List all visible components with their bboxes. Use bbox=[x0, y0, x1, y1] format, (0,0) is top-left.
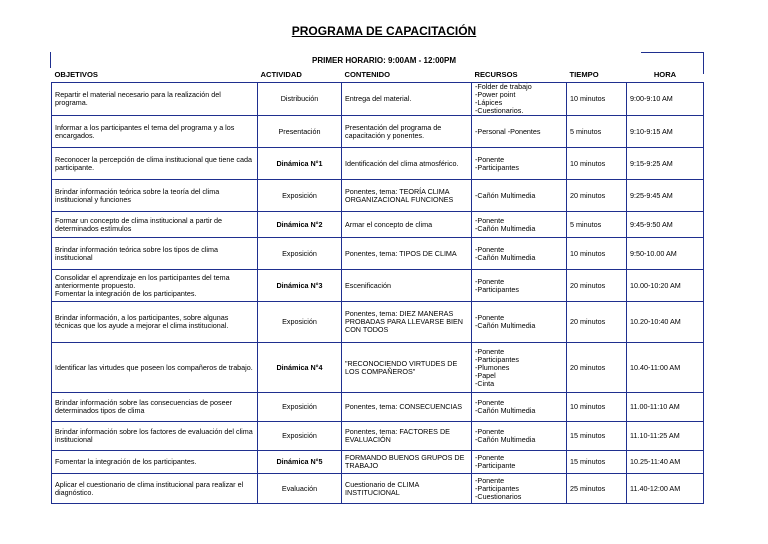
cell-recursos: -Ponente -Participantes -Cuestionarios bbox=[472, 474, 567, 504]
cell-tiempo: 10 minutos bbox=[567, 393, 627, 422]
cell-objetivo: Brindar información teórica sobre la teoría del clima institucional y funciones bbox=[52, 180, 258, 212]
table-row bbox=[52, 83, 704, 116]
cell-recursos: -Ponente -Participantes -Plumones -Papel -Cinta bbox=[472, 343, 567, 393]
cell-recursos: -Ponente -Participantes bbox=[472, 270, 567, 302]
table-header-row bbox=[52, 68, 704, 83]
table-row bbox=[52, 343, 704, 393]
cell-contenido: Entrega del material. bbox=[342, 83, 472, 116]
document-title: PROGRAMA DE CAPACITACIÓN bbox=[291, 24, 477, 38]
cell-tiempo: 20 minutos bbox=[567, 180, 627, 212]
table-row bbox=[52, 116, 704, 148]
cell-actividad: Dinámica N°1 bbox=[258, 148, 342, 180]
cell-tiempo: 20 minutos bbox=[567, 270, 627, 302]
cell-tiempo: 20 minutos bbox=[567, 343, 627, 393]
cell-hora: 9:25-9:45 AM bbox=[627, 180, 704, 212]
cell-actividad: Dinámica N°3 bbox=[258, 270, 342, 302]
cell-objetivo: Brindar información sobre los factores de evaluación del clima institucional bbox=[52, 422, 258, 451]
cell-actividad: Dinámica N°2 bbox=[258, 212, 342, 238]
cell-objetivo: Fomentar la integración de los participantes. bbox=[52, 451, 258, 474]
table-row bbox=[52, 422, 704, 451]
cell-tiempo: 5 minutos bbox=[567, 212, 627, 238]
cell-contenido: Ponentes, tema: FACTORES DE EVALUACIÓN bbox=[342, 422, 472, 451]
cell-objetivo: Repartir el material necesario para la realización del programa. bbox=[52, 83, 258, 116]
cell-actividad: Exposición bbox=[258, 180, 342, 212]
cell-contenido: FORMANDO BUENOS GRUPOS DE TRABAJO bbox=[342, 451, 472, 474]
table-row bbox=[52, 212, 704, 238]
cell-tiempo: 20 minutos bbox=[567, 302, 627, 343]
cell-recursos: -Ponente -Participante bbox=[472, 451, 567, 474]
table-row bbox=[52, 148, 704, 180]
cell-hora: 9:10-9:15 AM bbox=[627, 116, 704, 148]
cell-recursos: -Folder de trabajo -Power point -Lápices -Cuestionarios. bbox=[472, 83, 567, 116]
cell-hora: 9:15-9:25 AM bbox=[627, 148, 704, 180]
header-actividad: ACTIVIDAD bbox=[258, 68, 342, 83]
schedule-body bbox=[52, 83, 704, 504]
schedule-table bbox=[51, 68, 704, 504]
cell-hora: 10.00-10:20 AM bbox=[627, 270, 704, 302]
cell-contenido: Ponentes, tema: CONSECUENCIAS bbox=[342, 393, 472, 422]
cell-hora: 10.20-10:40 AM bbox=[627, 302, 704, 343]
cell-hora: 9:00-9:10 AM bbox=[627, 83, 704, 116]
table-row bbox=[52, 270, 704, 302]
cell-actividad: Dinámica N°4 bbox=[258, 343, 342, 393]
cell-recursos: -Ponente -Cañón Multimedia bbox=[472, 393, 567, 422]
cell-tiempo: 10 minutos bbox=[567, 83, 627, 116]
cell-objetivo: Reconocer la percepción de clima institucional que tiene cada participante. bbox=[52, 148, 258, 180]
cell-objetivo: Consolidar el aprendizaje en los participantes del tema anteriormente propuesto. Fomentar la integración de los participantes. bbox=[52, 270, 258, 302]
table-row bbox=[52, 238, 704, 270]
cell-objetivo: Brindar información teórica sobre los tipos de clima institucional bbox=[52, 238, 258, 270]
header-recursos: RECURSOS bbox=[472, 68, 567, 83]
cell-objetivo: Brindar información, a los participantes, sobre algunas técnicas que los ayude a mejorar el clima institucional. bbox=[52, 302, 258, 343]
cell-hora: 11.40-12:00 AM bbox=[627, 474, 704, 504]
cell-objetivo: Aplicar el cuestionario de clima institucional para realizar el diagnóstico. bbox=[52, 474, 258, 504]
cell-actividad: Dinámica N°5 bbox=[258, 451, 342, 474]
cell-tiempo: 15 minutos bbox=[567, 451, 627, 474]
cell-recursos: -Cañón Multimedia bbox=[472, 180, 567, 212]
cell-actividad: Exposición bbox=[258, 302, 342, 343]
cell-recursos: -Ponente -Cañón Multimedia bbox=[472, 422, 567, 451]
cell-actividad: Exposición bbox=[258, 238, 342, 270]
cell-objetivo: Informar a los participantes el tema del programa y a los encargados. bbox=[52, 116, 258, 148]
table-row bbox=[52, 393, 704, 422]
cell-hora: 10.25-11:40 AM bbox=[627, 451, 704, 474]
schedule-subtitle: PRIMER HORARIO: 9:00AM - 12:00PM bbox=[311, 56, 457, 65]
cell-hora: 11.10-11:25 AM bbox=[627, 422, 704, 451]
header-tiempo: TIEMPO bbox=[567, 68, 627, 83]
cell-tiempo: 10 minutos bbox=[567, 238, 627, 270]
header-contenido: CONTENIDO bbox=[342, 68, 472, 83]
cell-actividad: Presentación bbox=[258, 116, 342, 148]
header-objetivos: OBJETIVOS bbox=[52, 68, 258, 83]
cell-contenido: Ponentes, tema: TEORÍA CLIMA ORGANIZACIONAL FUNCIONES bbox=[342, 180, 472, 212]
cell-tiempo: 25 minutos bbox=[567, 474, 627, 504]
cell-objetivo: Identificar las virtudes que poseen los compañeros de trabajo. bbox=[52, 343, 258, 393]
cell-recursos: -Personal -Ponentes bbox=[472, 116, 567, 148]
cell-recursos: -Ponente -Cañón Multimedia bbox=[472, 302, 567, 343]
cell-recursos: -Ponente -Participantes bbox=[472, 148, 567, 180]
cell-objetivo: Brindar información sobre las consecuencias de poseer determinados tipos de clima bbox=[52, 393, 258, 422]
cell-contenido: Cuestionario de CLIMA INSTITUCIONAL bbox=[342, 474, 472, 504]
cell-contenido: Ponentes, tema: DIEZ MANERAS PROBADAS PARA LLEVARSE BIEN CON TODOS bbox=[342, 302, 472, 343]
cell-contenido: Presentación del programa de capacitación y ponentes. bbox=[342, 116, 472, 148]
cell-contenido: Identificación del clima atmosférico. bbox=[342, 148, 472, 180]
cell-hora: 9:50-10.00 AM bbox=[627, 238, 704, 270]
table-row bbox=[52, 180, 704, 212]
cell-actividad: Evaluación bbox=[258, 474, 342, 504]
cell-tiempo: 10 minutos bbox=[567, 148, 627, 180]
cell-actividad: Exposición bbox=[258, 393, 342, 422]
cell-hora: 10.40-11:00 AM bbox=[627, 343, 704, 393]
cell-contenido: "RECONOCIENDO VIRTUDES DE LOS COMPAÑEROS" bbox=[342, 343, 472, 393]
table-row bbox=[52, 451, 704, 474]
cell-contenido: Escenificación bbox=[342, 270, 472, 302]
table-row bbox=[52, 474, 704, 504]
cell-tiempo: 5 minutos bbox=[567, 116, 627, 148]
frame-line bbox=[641, 52, 704, 53]
cell-actividad: Distribución bbox=[258, 83, 342, 116]
cell-contenido: Armar el concepto de clima bbox=[342, 212, 472, 238]
cell-tiempo: 15 minutos bbox=[567, 422, 627, 451]
header-hora: HORA bbox=[627, 68, 704, 83]
cell-hora: 9:45-9:50 AM bbox=[627, 212, 704, 238]
cell-contenido: Ponentes, tema: TIPOS DE CLIMA bbox=[342, 238, 472, 270]
table-row bbox=[52, 302, 704, 343]
cell-recursos: -Ponente -Cañón Multimedia bbox=[472, 212, 567, 238]
cell-hora: 11.00-11:10 AM bbox=[627, 393, 704, 422]
cell-recursos: -Ponente -Cañón Multimedia bbox=[472, 238, 567, 270]
cell-objetivo: Formar un concepto de clima institucional a partir de determinados estímulos bbox=[52, 212, 258, 238]
cell-actividad: Exposición bbox=[258, 422, 342, 451]
